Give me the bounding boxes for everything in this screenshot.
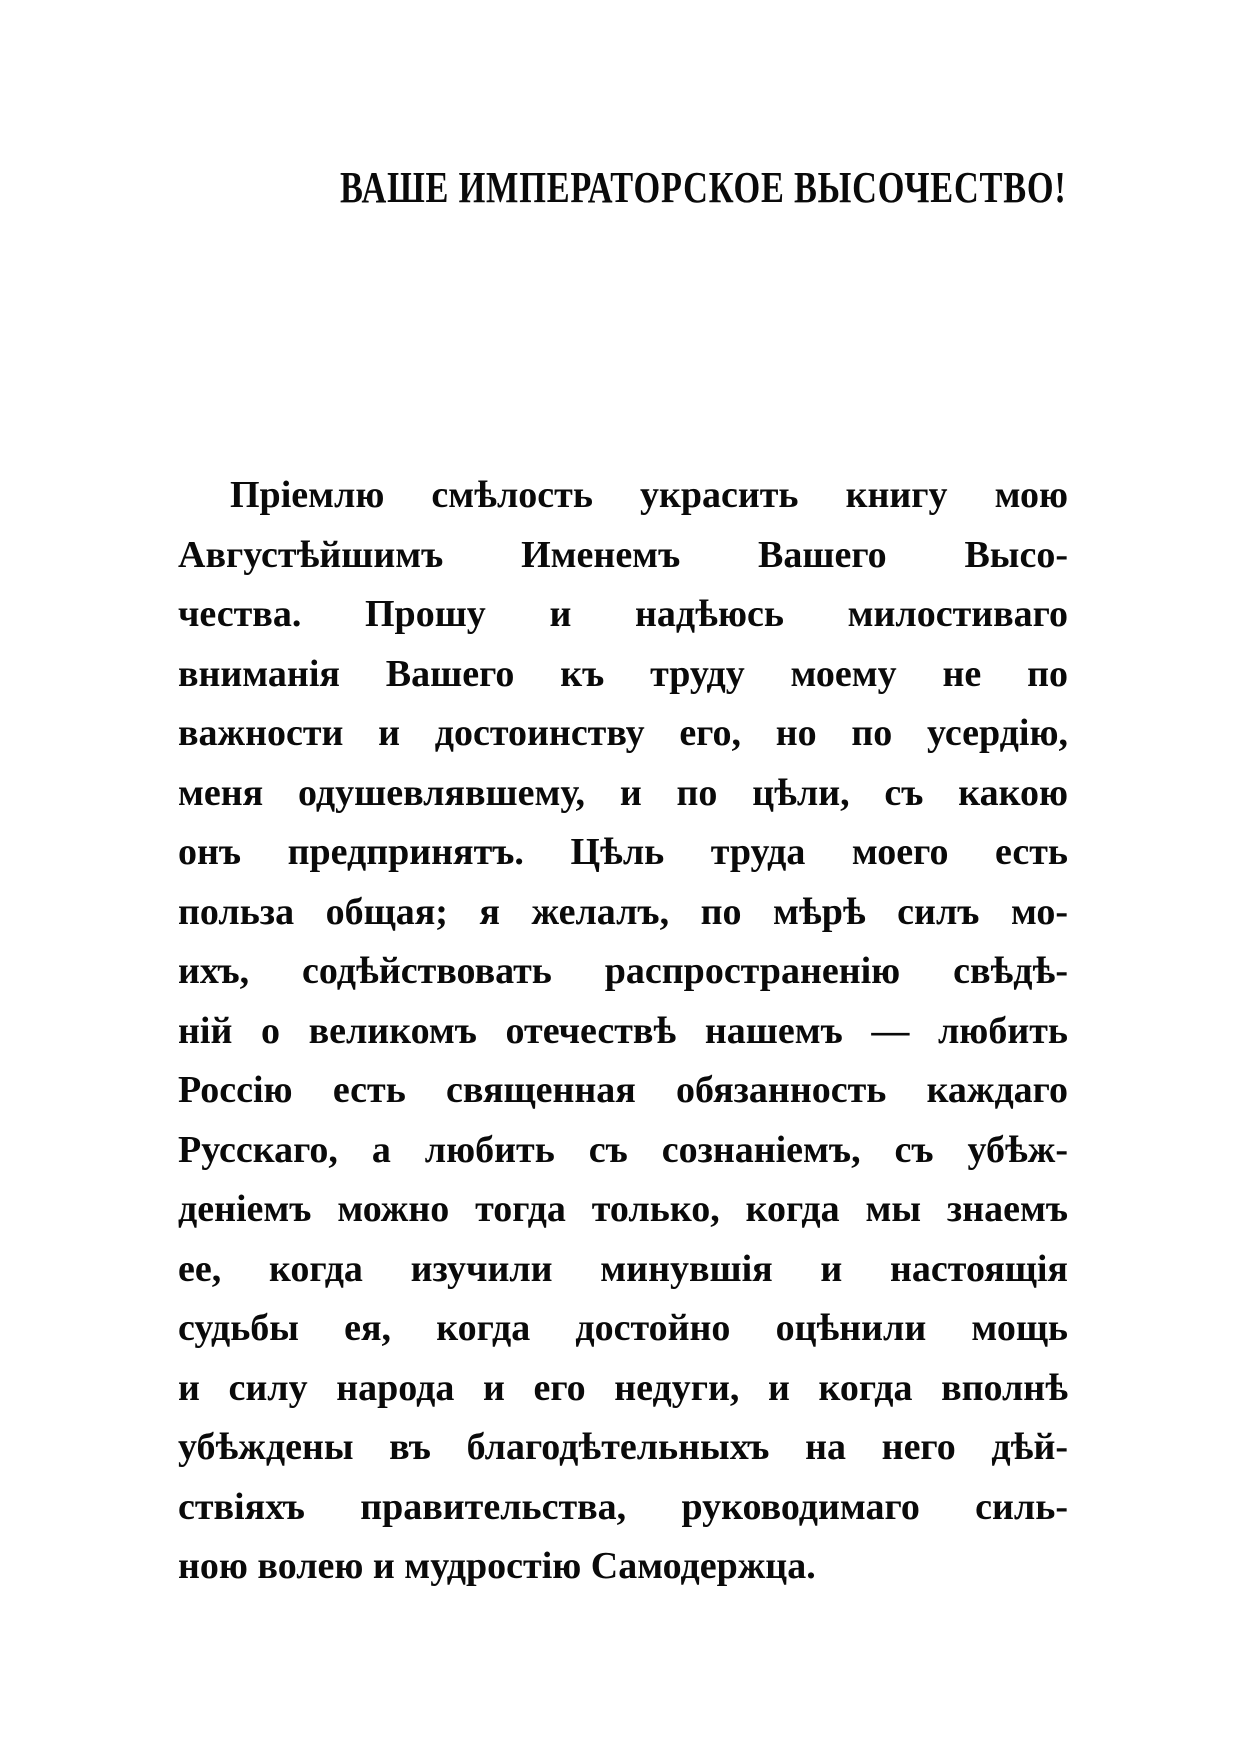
text-line: онъ предпринятъ. Цѣль труда моего есть	[178, 831, 1068, 873]
text-line: польза общая; я желалъ, по мѣрѣ силъ мо-	[178, 890, 1068, 933]
text-line: ее, когда изучили минувшія и настоящія	[178, 1247, 1068, 1290]
text-line: ихъ, содѣйствовать распространенію свѣдѣ-	[178, 950, 1068, 992]
text-line: вниманія Вашего къ труду моему не по	[178, 652, 1068, 695]
text-line: деніемъ можно тогда только, когда мы знаемъ	[178, 1188, 1068, 1230]
text-line: и силу народа и его недуги, и когда вполнѣ	[178, 1366, 1068, 1409]
dedication-body	[178, 466, 1068, 1597]
text-line: Августѣйшимъ Именемъ Вашего Высо-	[178, 533, 1068, 576]
text-line: ствіяхъ правительства, руководимаго силь-	[178, 1485, 1068, 1528]
dedication-heading: ВАШЕ ИМПЕРАТОРСКОЕ ВЫСОЧЕСТВО!	[340, 163, 1067, 212]
text-line: убѣждены въ благодѣтельныхъ на него дѣй-	[178, 1426, 1068, 1468]
text-line: чества. Прошу и надѣюсь милостиваго	[178, 593, 1068, 635]
text-line: Русскаго, а любить съ сознаніемъ, съ убѣж-	[178, 1128, 1068, 1171]
text-line: ною волею и мудростію Самодержца.	[178, 1545, 816, 1587]
text-line: ній о великомъ отечествѣ нашемъ — любить	[178, 1009, 1068, 1052]
text-line: меня одушевлявшему, и по цѣли, съ какою	[178, 771, 1068, 814]
text-line: важности и достоинству его, но по усердію,	[178, 712, 1068, 754]
text-line: Пріемлю смѣлость украсить книгу мою	[230, 474, 1068, 516]
text-line: судьбы ея, когда достойно оцѣнили мощь	[178, 1307, 1068, 1349]
text-line: Россію есть священная обязанность каждаго	[178, 1069, 1068, 1111]
